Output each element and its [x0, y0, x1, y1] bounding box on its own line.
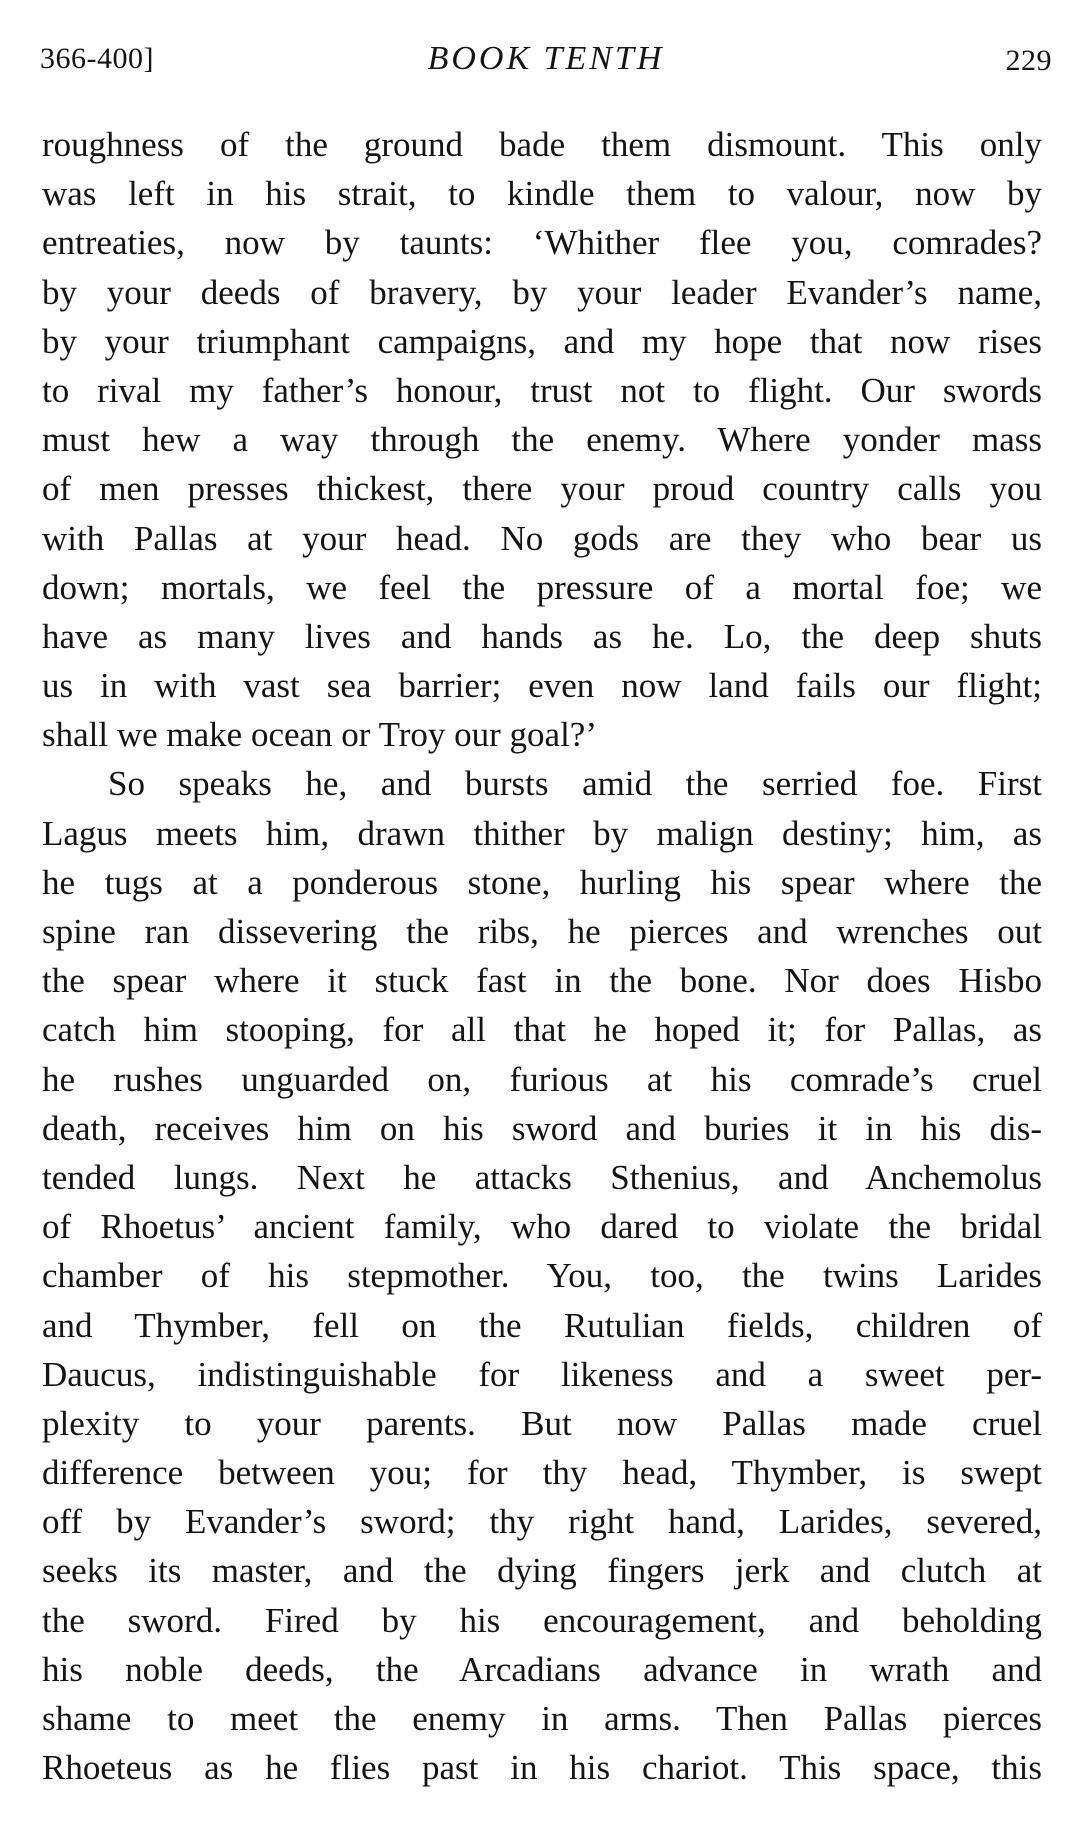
text-line: catch him stooping, for all that he hoped it; for Pallas, as	[42, 1010, 1042, 1050]
text-line: us in with vast sea barrier; even now land fails our flight;	[42, 666, 1042, 706]
text-line: have as many lives and hands as he. Lo, the deep shuts	[42, 616, 1042, 656]
text-line: by your deeds of bravery, by your leader Evander’s name,	[42, 272, 1042, 312]
text-line: roughness of the ground bade them dismount. This only	[42, 125, 1042, 164]
text-line: spine ran dissevering the ribs, he pierces and wrenches out	[42, 912, 1042, 951]
text-line: entreaties, now by taunts: ‘Whither flee you, comrades?	[42, 223, 1042, 263]
text-line: and Thymber, fell on the Rutulian fields, children of	[42, 1305, 1042, 1345]
text-line: the spear where it stuck fast in the bone. Nor does Hisbo	[42, 961, 1042, 1001]
text-line: he tugs at a ponderous stone, hurling his spear where the	[42, 862, 1042, 902]
text-line: plexity to your parents. But now Pallas made cruel	[42, 1403, 1042, 1443]
text-line: was left in his strait, to kindle them to valour, now by	[42, 174, 1042, 214]
text-line: Daucus, indistinguishable for likeness and a sweet per-	[42, 1354, 1042, 1394]
text-line: must hew a way through the enemy. Where yonder mass	[42, 420, 1042, 460]
text-line: shall we make ocean or Troy our goal?’	[42, 715, 597, 755]
line-range: 366-400]	[40, 42, 154, 75]
text-line: down; mortals, we feel the pressure of a mortal foe; we	[42, 567, 1042, 607]
text-line: with Pallas at your head. No gods are they who bear us	[42, 518, 1042, 558]
body-text	[42, 120, 1042, 1792]
running-title: BOOK TENTH	[427, 40, 665, 77]
text-line: his noble deeds, the Arcadians advance in wrath and	[42, 1649, 1042, 1689]
text-line: Rhoeteus as he flies past in his chariot. This space, this	[42, 1748, 1042, 1788]
text-line: the sword. Fired by his encouragement, and beholding	[42, 1600, 1042, 1640]
text-line: chamber of his stepmother. You, too, the twins Larides	[42, 1256, 1042, 1296]
page-number: 229	[1005, 44, 1052, 77]
text-line: to rival my father’s honour, trust not to flight. Our swords	[42, 370, 1042, 410]
text-line: seeks its master, and the dying fingers jerk and clutch at	[42, 1551, 1042, 1591]
text-line: difference between you; for thy head, Thymber, is swept	[42, 1453, 1042, 1493]
text-line: Lagus meets him, drawn thither by malign destiny; him, as	[42, 813, 1042, 853]
text-line: off by Evander’s sword; thy right hand, Larides, severed,	[42, 1502, 1042, 1542]
running-header	[40, 40, 1052, 90]
text-line: by your triumphant campaigns, and my hope that now rises	[42, 321, 1042, 361]
text-line: he rushes unguarded on, furious at his comrade’s cruel	[42, 1059, 1042, 1099]
text-line: So speaks he, and bursts amid the serried foe. First	[108, 764, 1042, 804]
text-line: shame to meet the enemy in arms. Then Pallas pierces	[42, 1699, 1042, 1738]
text-line: death, receives him on his sword and buries it in his dis-	[42, 1108, 1042, 1148]
text-line: tended lungs. Next he attacks Sthenius, and Anchemolus	[42, 1157, 1042, 1197]
text-line: of men presses thickest, there your proud country calls you	[42, 469, 1042, 509]
text-line: of Rhoetus’ ancient family, who dared to violate the bridal	[42, 1207, 1042, 1247]
